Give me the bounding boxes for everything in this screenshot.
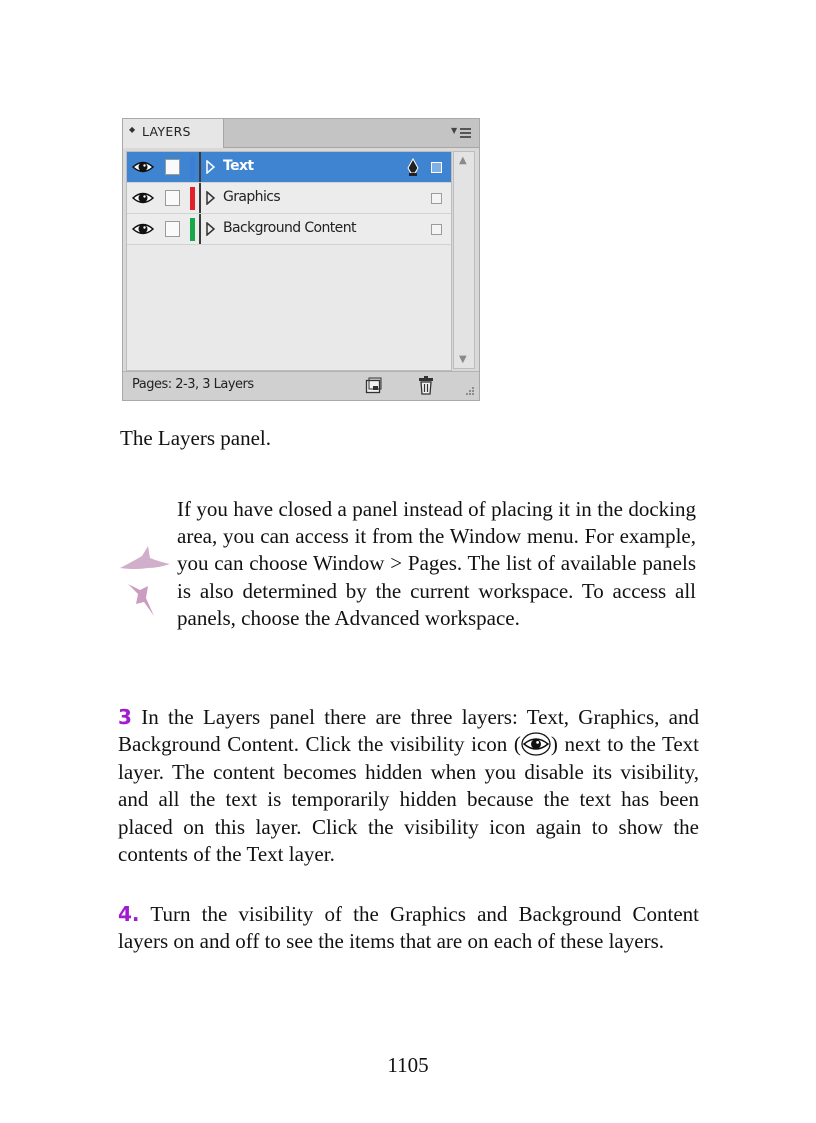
collapse-arrows-icon[interactable]: ◆ — [129, 125, 136, 134]
layer-row-graphics[interactable] — [127, 183, 451, 214]
layer-name[interactable]: Graphics — [223, 189, 281, 205]
layer-name[interactable]: Text — [223, 158, 254, 174]
lock-toggle[interactable] — [165, 221, 180, 237]
target-selection-box[interactable] — [431, 224, 442, 235]
figure-caption: The Layers panel. — [120, 426, 272, 450]
new-layer-icon[interactable] — [365, 377, 382, 394]
eye-icon[interactable] — [132, 159, 154, 175]
target-selection-box[interactable] — [431, 193, 442, 204]
expand-triangle-icon[interactable] — [205, 222, 216, 236]
layers-tab-title: LAYERS — [142, 124, 191, 139]
step-number: 4. — [118, 902, 140, 926]
eye-icon[interactable] — [132, 190, 154, 206]
resize-grip-icon[interactable] — [465, 386, 475, 396]
panel-tab-strip — [123, 119, 479, 148]
step-text-after: ) next to the Text layer. The content becomes hidden when you disable its visibility, and all the text is temporarily hidden because the text has been placed on this layer. Click the visibility icon again to show the contents of the Text layer. — [118, 732, 699, 867]
pages-layers-status: Pages: 2-3, 3 Layers — [132, 377, 254, 392]
panel-footer — [123, 371, 479, 400]
step-number: 3 — [118, 705, 132, 729]
trash-icon[interactable] — [418, 376, 434, 395]
step-text: Turn the visibility of the Graphics and Background Content layers on and off to see the items that are on each of these layers. — [118, 902, 699, 954]
lock-toggle[interactable] — [165, 190, 180, 206]
step-text-before: In the Layers panel there are three layers: Text, Graphics, and Background Content. Click the visibility icon ( — [118, 705, 700, 757]
eye-icon[interactable] — [132, 221, 154, 237]
layer-color-swatch — [190, 187, 195, 210]
layer-color-swatch — [190, 156, 195, 179]
pen-nib-icon — [406, 158, 420, 176]
layer-name[interactable]: Background Content — [223, 220, 356, 236]
expand-triangle-icon[interactable] — [205, 160, 216, 174]
layers-panel — [122, 118, 480, 401]
pushpin-tip-icon — [118, 540, 174, 624]
expand-triangle-icon[interactable] — [205, 191, 216, 205]
step-3 — [118, 704, 699, 868]
layer-list-scrollbar[interactable] — [453, 151, 475, 369]
layers-tab[interactable] — [123, 119, 224, 148]
lock-toggle[interactable] — [165, 159, 180, 175]
scroll-down-arrow-icon[interactable]: ▼ — [459, 354, 467, 365]
step-4 — [118, 901, 699, 956]
layer-row-background-content[interactable] — [127, 214, 451, 245]
page-number: 1105 — [387, 1053, 429, 1077]
eye-icon — [521, 732, 551, 756]
layer-color-swatch — [190, 218, 195, 241]
panel-menu-icon[interactable]: ▼ — [451, 123, 473, 143]
layer-list — [126, 151, 452, 371]
layer-row-text[interactable] — [127, 152, 451, 183]
target-selection-box[interactable] — [431, 162, 442, 173]
tip-note: If you have closed a panel instead of placing it in the docking area, you can access it from the Window menu. For example, you can choose Window > Pages. The list of available panels is also determined by the current workspace. To access all panels, choose the Advanced workspace. — [177, 497, 696, 630]
scroll-up-arrow-icon[interactable]: ▲ — [459, 155, 467, 166]
